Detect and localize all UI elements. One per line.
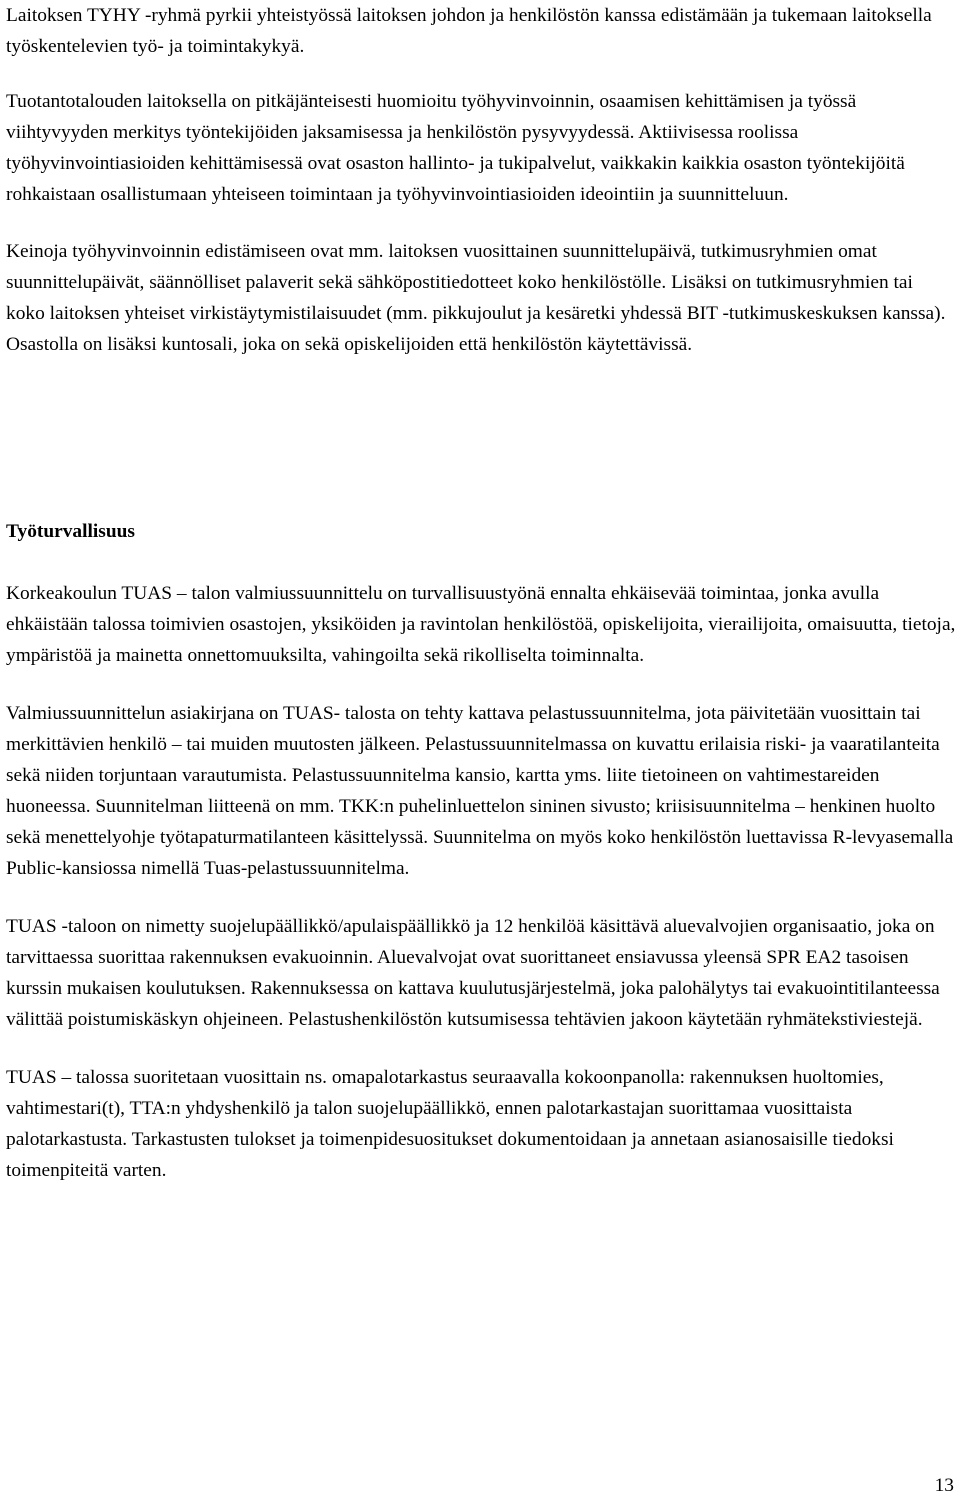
section-body: [6, 578, 956, 1186]
section-paragraph-3: TUAS -taloon on nimetty suojelupäällikkö/apulaispäällikkö ja 12 henkilöä käsittävä aluevalvojien organisaatio, joka on tarvittaessa suorittaa rakennuksen evakuoinnin. Aluevalvojat ovat suorittaneet ensiavussa yleensä SPR EA2 tasoisen kurssin mukaisen koulutuksen. Rakennuksessa on kattava kuulutusjärjestelmä, joka palohälytys tai evakuointitilanteessa välittää poistumiskäskyn ohjeineen. Pelastushenkilöstön kutsumisessa tehtävien jakoon käytetään ryhmätekstiviestejä.: [6, 916, 940, 1030]
section-paragraph-2: Valmiussuunnittelun asiakirjana on TUAS- talosta on tehty kattava pelastussuunnitelma, jota päivitetään vuosittain tai merkittävien henkilö – tai muiden muutosten jälkeen. Pelastussuunnitelmassa on kuvattu erilaisia riski- ja vaaratilanteita sekä niiden torjuntaan varautumista. Pelastussuunnitelma kansio, kartta yms. liite tietoineen on vahtimestareiden huoneessa. Suunnitelman liitteenä on mm. TKK:n puhelinluettelon sininen sivusto; kriisisuunnitelma – henkinen huolto sekä menettelyohje työtapaturmatilanteen käsittelyssä. Suunnitelma on myös koko henkilöstön luettavissa R-levyasemalla Public-kansiossa nimellä Tuas-pelastussuunnitelma.: [6, 703, 954, 879]
section-paragraph-4: TUAS – talossa suoritetaan vuosittain ns. omapalotarkastus seuraavalla kokoonpanolla: rakennuksen huoltomies, vahtimestari(t), TTA:n yhdyshenkilö ja talon suojelupäällikkö, ennen palotarkastajan suorittamaa vuosittaista palotarkastusta. Tarkastusten tulokset ja toimenpidesuositukset dokumentoidaan ja annetaan asianosaisille tiedoksi toimenpiteitä varten.: [6, 1067, 894, 1181]
intro-block: [6, 0, 956, 360]
section-heading: Työturvallisuus: [6, 521, 135, 542]
section-paragraph-1: Korkeakoulun TUAS – talon valmiussuunnittelu on turvallisuustyönä ennalta ehkäisevää toimintaa, jonka avulla ehkäistään talossa toimivien osastojen, yksiköiden ja ravintolan henkilöstöä, opiskelijoita, vierailijoita, omaisuutta, tietoja, ympäristöä ja mainetta onnettomuuksilta, vahingoilta sekä rikolliselta toiminnalta.: [6, 583, 956, 666]
intro-paragraph-1: Laitoksen TYHY -ryhmä pyrkii yhteistyössä laitoksen johdon ja henkilöstön kanssa edistämään ja tukemaan laitoksella työskentelevien työ- ja toimintakykyä.: [6, 5, 932, 57]
intro-paragraph-3: Keinoja työhyvinvoinnin edistämiseen ovat mm. laitoksen vuosittainen suunnittelupäivä, tutkimusryhmien omat suunnittelupäivät, säännölliset palaverit sekä sähköpostitiedotteet koko henkilöstölle. Lisäksi on tutkimusryhmien tai koko laitoksen yhteiset virkistäytymistilaisuudet (mm. pikkujoulut ja kesäretki yhdessä BIT -tutkimuskeskuksen kanssa). Osastolla on lisäksi kuntosali, joka on sekä opiskelijoiden että henkilöstön käytettävissä.: [6, 241, 946, 355]
intro-paragraph-2: Tuotantotalouden laitoksella on pitkäjänteisesti huomioitu työhyvinvoinnin, osaamisen kehittämisen ja työssä viihtyvyyden merkitys työntekijöiden jaksamisessa ja henkilöstön pysyvyydessä. Aktiivisessa roolissa työhyvinvointiasioiden kehittämisessä ovat osaston hallinto- ja tukipalvelut, vaikkakin kaikkia osaston työntekijöitä rohkaistaan osallistumaan yhteiseen toimintaan ja työhyvinvointiasioiden ideointiin ja suunnitteluun.: [6, 91, 905, 205]
page-number: 13: [934, 1475, 954, 1496]
